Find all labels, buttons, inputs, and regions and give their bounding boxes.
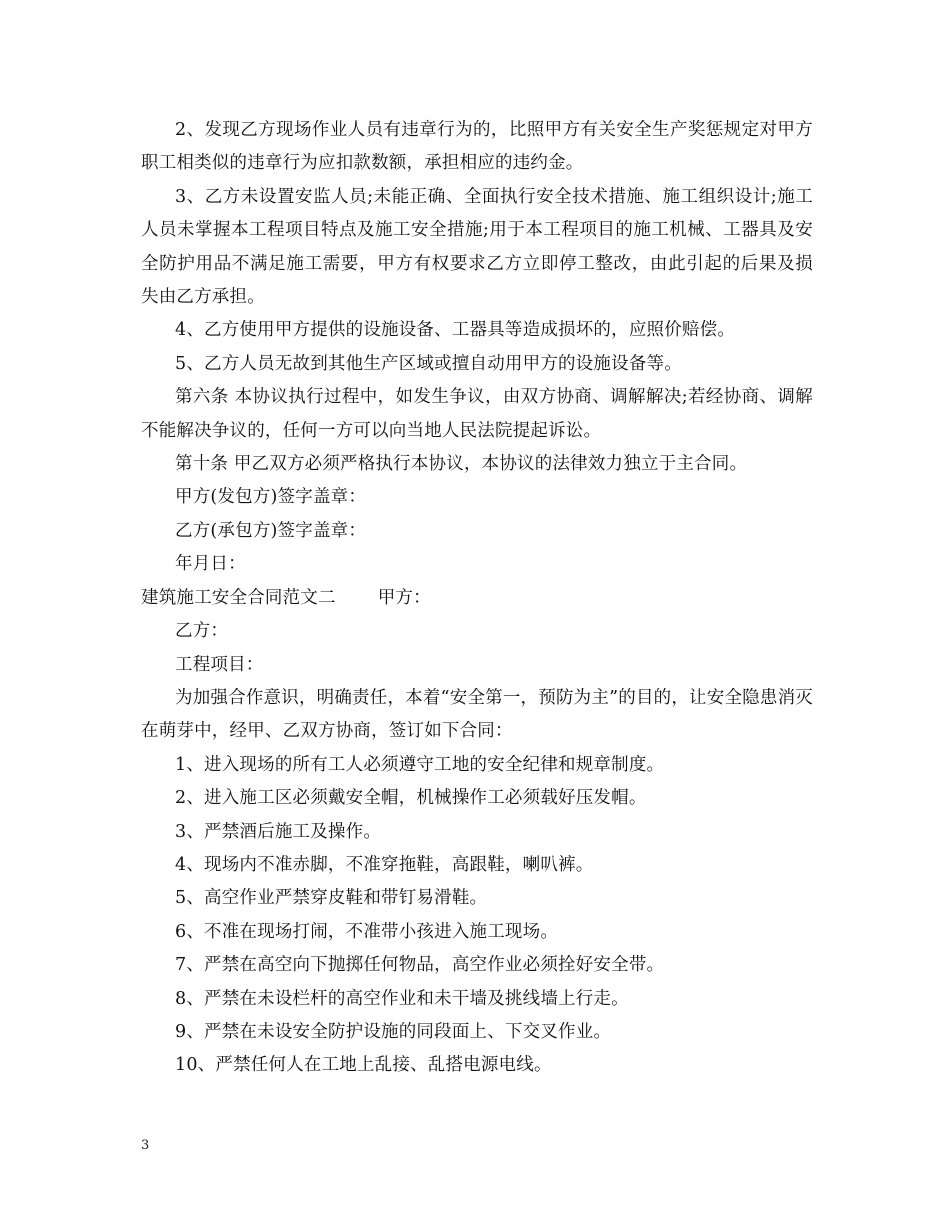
paragraph-clause-3: 3、乙方未设置安监人员;未能正确、全面执行安全技术措施、施工组织设计;施工人员未掌握本工程项目特点及施工安全措施;用于本工程项目的施工机械、工器具及安全防护用品不满足施工需要，甲方有权要求乙方立即停工整改，由此引起的后果及损失由乙方承担。 [141, 186, 813, 308]
paragraph-article-10: 第十条 甲乙双方必须严格执行本协议，本协议的法律效力独立于主合同。 [175, 454, 748, 475]
rule-item-5: 5、高空作业严禁穿皮鞋和带钉易滑鞋。 [175, 888, 488, 909]
paragraph-article-6: 第六条 本协议执行过程中，如发生争议，由双方协商、调解解决;若经协商、调解不能解决争议的，任何一方可以向当地人民法院提起诉讼。 [141, 387, 813, 441]
rule-item-4: 4、现场内不准赤脚，不准穿拖鞋，高跟鞋，喇叭裤。 [175, 854, 594, 875]
section-heading [141, 582, 813, 615]
signature-date: 年月日： [175, 554, 246, 575]
document-body [141, 114, 813, 1083]
rule-item-2: 2、进入施工区必须戴安全帽，机械操作工必须载好压发帽。 [175, 788, 647, 809]
signature-party-a: 甲方(发包方)签字盖章： [175, 487, 367, 508]
paragraph-clause-2: 2、发现乙方现场作业人员有违章行为的，比照甲方有关安全生产奖惩规定对甲方职工相类似的违章行为应扣款数额，承担相应的违约金。 [141, 120, 813, 174]
paragraph-clause-5: 5、乙方人员无故到其他生产区域或擅自动用甲方的设施设备等。 [175, 353, 682, 374]
section-title: 建筑施工安全合同范文二 [141, 587, 336, 608]
rule-item-7: 7、严禁在高空向下抛掷任何物品，高空作业必须拴好安全带。 [175, 955, 665, 976]
section-party-a-label: 甲方： [377, 587, 431, 608]
rule-item-8: 8、严禁在未设栏杆的高空作业和未干墙及挑线墙上行走。 [175, 988, 629, 1009]
party-b-label: 乙方： [175, 621, 229, 642]
project-label: 工程项目： [175, 654, 264, 675]
page-number: 3 [141, 1138, 150, 1153]
rule-item-10: 10、严禁任何人在工地上乱接、乱搭电源电线。 [175, 1055, 552, 1076]
rule-item-3: 3、严禁酒后施工及操作。 [175, 821, 382, 842]
rule-item-1: 1、进入现场的所有工人必须遵守工地的安全纪律和规章制度。 [175, 754, 665, 775]
signature-party-b: 乙方(承包方)签字盖章： [175, 520, 367, 541]
rule-item-9: 9、严禁在未设安全防护设施的同段面上、下交叉作业。 [175, 1021, 612, 1042]
paragraph-clause-4: 4、乙方使用甲方提供的设施设备、工器具等造成损坏的，应照价赔偿。 [175, 320, 736, 341]
rule-item-6: 6、不准在现场打闹，不准带小孩进入施工现场。 [175, 921, 559, 942]
preamble-paragraph: 为加强合作意识，明确责任，本着“安全第一，预防为主”的目的，让安全隐患消灭在萌芽中，经甲、乙双方协商，签订如下合同： [141, 687, 813, 742]
